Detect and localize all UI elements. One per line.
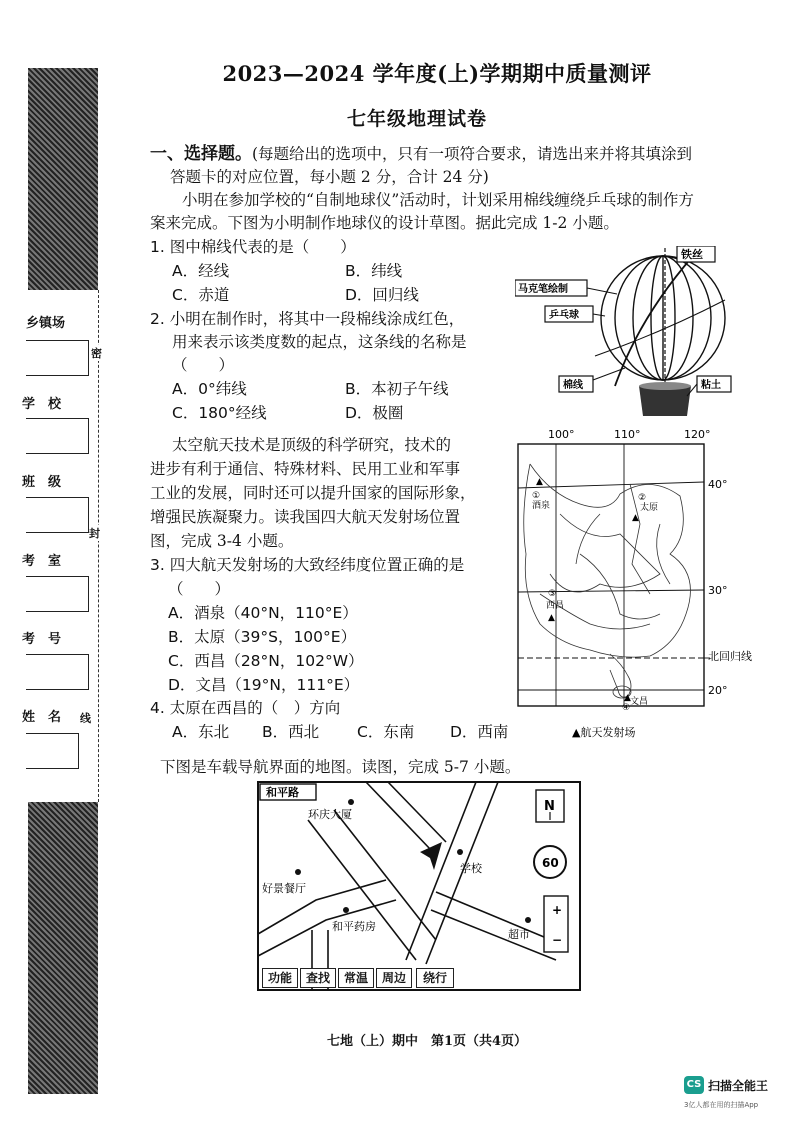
passage2-line-5: 图，完成 3-4 小题。 — [150, 532, 294, 550]
q3-option-d: D．文昌（19°N，111°E） — [168, 676, 360, 694]
side-box-room — [26, 576, 89, 612]
intro-line-1: 小明在参加学校的“自制地球仪”活动时，计划采用棉线缠绕乒乓球的制作方 — [182, 191, 694, 209]
side-box-town — [26, 340, 89, 376]
lon-label-120: 120° — [684, 428, 711, 441]
taiyuan-label: 太原 — [640, 503, 659, 513]
huanqing-label: 环庆大厦 — [308, 808, 352, 821]
restaurant-label: 好景餐厅 — [262, 882, 306, 895]
section-heading-line — [150, 143, 692, 165]
side-box-number — [26, 654, 89, 690]
zoom-in-button[interactable]: + — [552, 903, 563, 917]
q3-stem-2: （ ） — [168, 580, 231, 598]
binding-hatch-bottom — [28, 802, 98, 1094]
compass-north: N — [544, 799, 555, 814]
seal-dashed-line — [98, 290, 99, 802]
jiuquan-marker: ▲ — [536, 477, 543, 487]
side-box-name — [26, 733, 79, 769]
binding-hatch-top — [28, 68, 98, 290]
q2-stem-3: （ ） — [172, 356, 235, 374]
q4-option-d: D．西南 — [450, 723, 509, 741]
lat-label-40: 40° — [708, 478, 728, 491]
q2-option-b: B．本初子午线 — [345, 380, 449, 398]
scanner-name: 扫描全能王 — [708, 1079, 769, 1093]
nav-button-common[interactable]: 常温 — [338, 968, 374, 988]
globe-diagram — [515, 246, 755, 424]
ball-label: 乒乓球 — [549, 310, 579, 321]
lon-label-100: 100° — [548, 428, 575, 441]
seal-char-feng: 封 — [89, 527, 100, 540]
scanner-logo: CS — [686, 1079, 702, 1090]
q1-option-d: D．回归线 — [345, 286, 419, 304]
section-note-1: (每题给出的选项中，只有一项符合要求，请选出来并将其填涂到 — [252, 145, 693, 163]
nav-button-function[interactable]: 功能 — [262, 968, 298, 988]
seal-char-xian: 线 — [80, 712, 91, 725]
taiyuan-marker: ▲ — [632, 513, 639, 523]
site-number-3: ③ — [548, 589, 557, 599]
intro-line-2: 案来完成。下图为小明制作地球仪的设计草图。据此完成 1-2 小题。 — [150, 214, 619, 232]
seal-char-mi: 密 — [91, 347, 102, 360]
nav-button-search[interactable]: 查找 — [300, 968, 336, 988]
thread-label: 棉线 — [563, 380, 583, 391]
xichang-marker: ▲ — [548, 613, 555, 623]
q1-stem: 1. 图中棉线代表的是（ ） — [150, 238, 356, 256]
side-box-class — [26, 497, 89, 533]
passage2-line-4: 增强民族凝聚力。读我国四大航天发射场位置 — [150, 508, 461, 526]
passage2-line-1: 太空航天技术是顶级的科学研究，技术的 — [172, 436, 452, 454]
q1-option-b: B．纬线 — [345, 262, 403, 280]
page-footer: 七地（上）期中 第1页（共4页） — [326, 1034, 528, 1049]
site-number-2: ② — [638, 493, 647, 503]
wire-label: 铁丝 — [681, 248, 703, 261]
section-heading: 一、选择题。 — [150, 144, 252, 164]
pharmacy-label: 和平药房 — [332, 920, 376, 933]
speed-limit-value: 60 — [542, 856, 559, 870]
side-label-room: 考 室 — [22, 554, 62, 569]
road-label: 和平路 — [266, 786, 299, 799]
scanner-slogan: 3亿人都在用的扫描App — [684, 1101, 759, 1109]
clay-label: 粘土 — [701, 380, 721, 391]
side-label-class: 班 级 — [22, 475, 62, 490]
map-legend: ▲航天发射场 — [572, 726, 636, 739]
q2-stem-1: 2. 小明在制作时，将其中一段棉线涂成红色， — [150, 310, 465, 328]
q3-stem-1: 3. 四大航天发射场的大致经纬度位置正确的是 — [150, 556, 465, 574]
side-label-number: 考 号 — [22, 632, 62, 647]
site-number-1: ① — [532, 491, 541, 501]
xichang-label: 西昌 — [546, 601, 565, 611]
q3-option-a: A．酒泉（40°N，110°E） — [168, 604, 358, 622]
q3-option-b: B．太原（39°S，100°E） — [168, 628, 357, 646]
side-box-school — [26, 418, 89, 454]
tropic-label: 北回归线 — [708, 650, 752, 663]
passage2-line-2: 进步有利于通信、特殊材料、民用工业和军事 — [150, 460, 461, 478]
q2-option-c: C．180°经线 — [172, 404, 267, 422]
q1-option-a: A．经线 — [172, 262, 230, 280]
marker-label: 马克笔绘制 — [518, 284, 568, 295]
site-number-4: ④ — [622, 703, 631, 713]
launch-site-map — [510, 424, 766, 742]
q4-option-c: C．东南 — [357, 723, 415, 741]
nav-button-nearby[interactable]: 周边 — [376, 968, 412, 988]
school-label: 学校 — [460, 862, 482, 875]
q1-option-c: C．赤道 — [172, 286, 230, 304]
passage3: 下图是车载导航界面的地图。读图，完成 5-7 小题。 — [160, 758, 521, 776]
q4-stem: 4. 太原在西昌的（ ）方向 — [150, 699, 341, 717]
scanner-logo-badge — [684, 1076, 704, 1094]
wenchang-label: 文昌 — [630, 697, 649, 707]
passage2-line-3: 工业的发展，同时还可以提升国家的国际形象， — [150, 484, 476, 502]
nav-button-detour[interactable]: 绕行 — [416, 968, 454, 988]
zoom-out-button[interactable]: − — [552, 933, 563, 947]
lon-label-110: 110° — [614, 428, 641, 441]
lat-label-30: 30° — [708, 584, 728, 597]
lat-label-20: 20° — [708, 684, 728, 697]
q4-option-b: B．西北 — [262, 723, 320, 741]
q3-option-c: C．西昌（28°N，102°W） — [168, 652, 364, 670]
exam-subtitle: 七年级地理试卷 — [346, 108, 487, 130]
section-note-2: 答题卡的对应位置，每小题 2 分，合计 24 分) — [170, 168, 489, 186]
wenchang-marker: ▲ — [624, 693, 631, 703]
clay-stand — [639, 386, 691, 416]
jiuquan-label: 酒泉 — [532, 501, 551, 511]
car-navigation-map — [256, 780, 582, 992]
q2-option-a: A．0°纬线 — [172, 380, 247, 398]
q2-stem-2: 用来表示该类度数的起点，这条线的名称是 — [172, 333, 467, 351]
q2-option-d: D．极圈 — [345, 404, 404, 422]
side-label-school: 学 校 — [22, 397, 62, 412]
market-label: 超市 — [508, 928, 530, 941]
exam-title: 2023—2024 学年度(上)学期期中质量测评 — [222, 61, 652, 86]
side-label-town: 乡镇场 — [26, 316, 66, 331]
q4-option-a: A．东北 — [172, 723, 230, 741]
side-label-name: 姓 名 — [22, 710, 62, 725]
